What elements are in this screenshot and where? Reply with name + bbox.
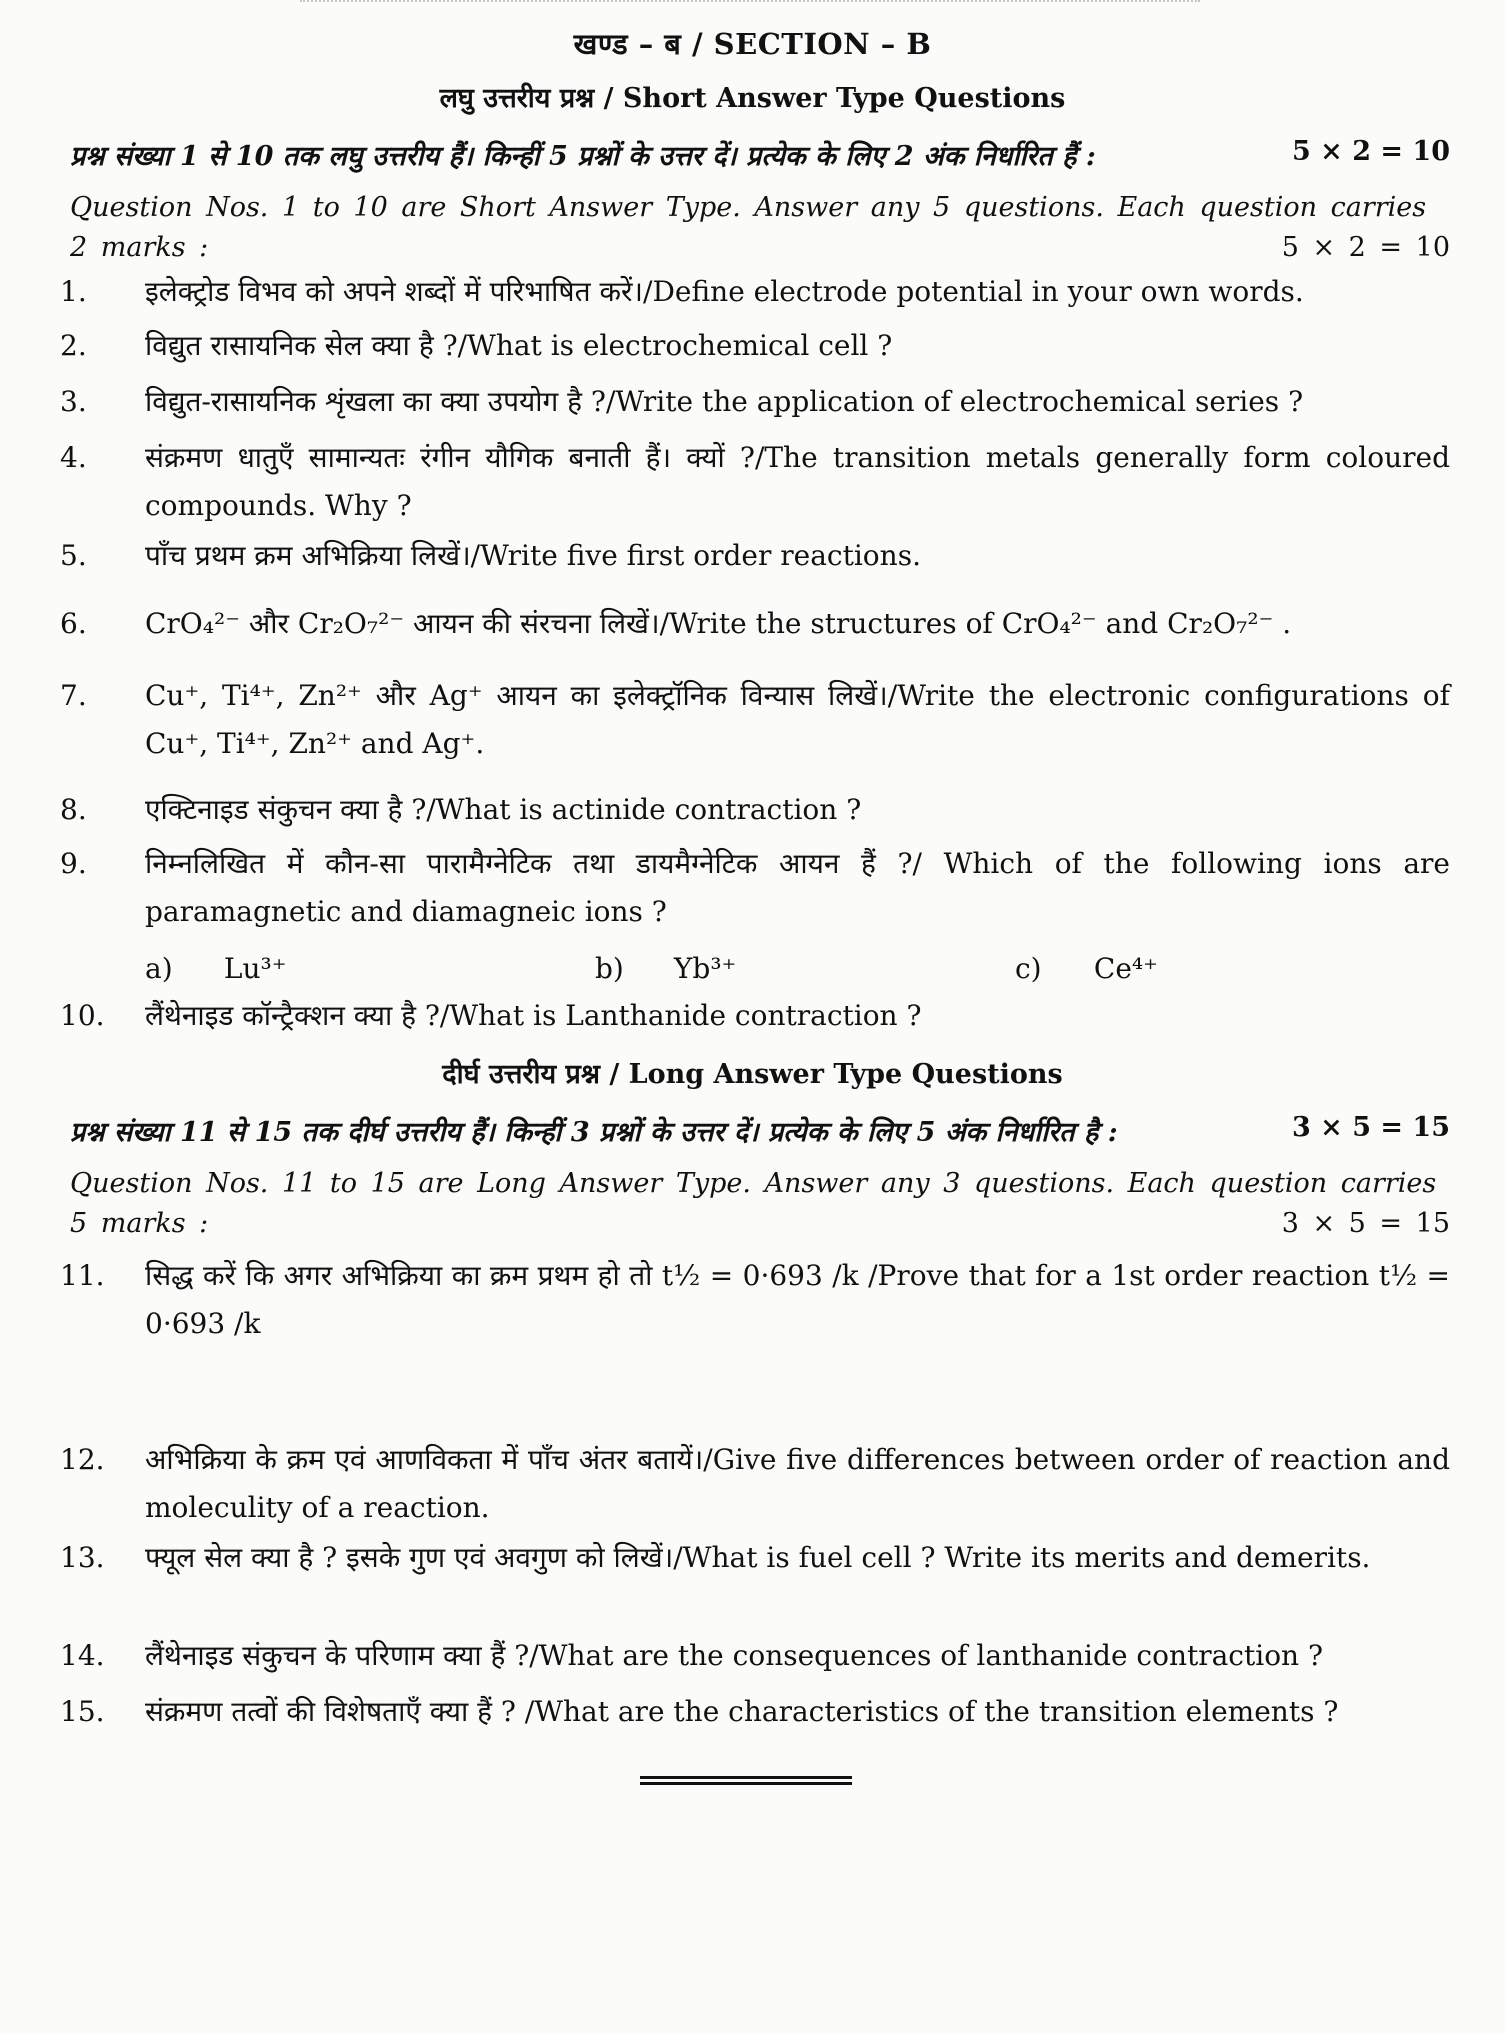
question-number: 2.	[60, 329, 87, 362]
question-text: एक्टिनाइड संकुचन क्या है ?/What is actinide contraction ?	[145, 793, 862, 826]
question-number: 8.	[60, 793, 87, 826]
question-text: अभिक्रिया के क्रम एवं आणविकता में पाँच अंतर बतायें।/Give five differences between order of reaction and moleculity of a reaction.	[145, 1443, 1450, 1524]
option-c	[1015, 952, 1158, 985]
option-value: Lu³⁺	[223, 952, 287, 985]
question-text: CrO₄²⁻ और Cr₂O₇²⁻ आयन की संरचना लिखें।/Write the structures of CrO₄²⁻ and Cr₂O₇²⁻ .	[145, 607, 1292, 640]
option-value: Yb³⁺	[673, 952, 737, 985]
question-text: लैंथेनाइड कॉन्ट्रैक्शन क्या है ?/What is Lanthanide contraction ?	[145, 999, 922, 1032]
question-text: विद्युत-रासायनिक शृंखला का क्या उपयोग है ?/Write the application of electrochemical series ?	[145, 385, 1304, 418]
section-title: खण्ड – ब / SECTION – B	[573, 27, 932, 61]
option-b	[595, 952, 736, 985]
long-instructions-hindi-text: प्रश्न संख्या 11 से 15 तक दीर्घ उत्तरीय हैं। किन्हीं 3 प्रश्नों के उत्तर दें। प्रत्येक के लिए 5 अंक निर्धारित है :	[70, 1117, 1118, 1148]
long-marks: 3 × 5 = 15	[1292, 1112, 1450, 1143]
option-a	[145, 952, 287, 985]
short-answer-heading: लघु उत्तरीय प्रश्न / Short Answer Type Questions	[439, 83, 1066, 114]
question-number: 9.	[60, 847, 87, 880]
question-number: 3.	[60, 385, 87, 418]
question-text: विद्युत रासायनिक सेल क्या है ?/What is electrochemical cell ?	[145, 329, 893, 362]
short-instructions-hindi	[70, 136, 1450, 173]
question-number: 12.	[60, 1443, 105, 1476]
question-text: पाँच प्रथम क्रम अभिक्रिया लिखें।/Write five first order reactions.	[145, 539, 921, 572]
question-text: संक्रमण धातुएँ सामान्यतः रंगीन यौगिक बनाती हैं। क्यों ?/The transition metals generally form coloured compounds. Why ?	[145, 441, 1450, 522]
long-instructions-english	[70, 1164, 1450, 1244]
question-text: सिद्ध करें कि अगर अभिक्रिया का क्रम प्रथम हो तो t½ = 0·693 /k /Prove that for a 1st order reaction t½ = 0·693 /k	[145, 1259, 1450, 1340]
question-number: 14.	[60, 1639, 105, 1672]
question-9-options	[145, 952, 1345, 992]
option-value: Ce⁴⁺	[1093, 952, 1158, 985]
short-marks: 5 × 2 = 10	[1292, 136, 1450, 167]
question-number: 5.	[60, 539, 87, 572]
long-instructions-hindi	[70, 1112, 1450, 1149]
short-marks-english: 5 × 2 = 10	[1281, 232, 1450, 263]
question-text: संक्रमण तत्वों की विशेषताएँ क्या हैं ? /What are the characteristics of the transition elements ?	[145, 1695, 1339, 1728]
question-text: फ्यूल सेल क्या है ? इसके गुण एवं अवगुण को लिखें।/What is fuel cell ? Write its merits and demerits.	[145, 1541, 1371, 1574]
question-number: 7.	[60, 679, 87, 712]
short-instructions-hindi-text: प्रश्न संख्या 1 से 10 तक लघु उत्तरीय हैं। किन्हीं 5 प्रश्नों के उत्तर दें। प्रत्येक के लिए 2 अंक निर्धारित हैं :	[70, 141, 1096, 172]
long-answer-heading: दीर्घ उत्तरीय प्रश्न / Long Answer Type Questions	[442, 1059, 1063, 1090]
end-rule-top	[640, 1776, 852, 1779]
question-number: 15.	[60, 1695, 105, 1728]
question-number: 10.	[60, 999, 105, 1032]
long-instructions-english-text: Question Nos. 11 to 15 are Long Answer Type. Answer any 3 questions. Each question carries 5 marks :	[70, 1168, 1437, 1239]
question-number: 11.	[60, 1259, 105, 1292]
option-label: b)	[595, 952, 624, 985]
question-number: 6.	[60, 607, 87, 640]
short-instructions-english	[70, 188, 1450, 268]
question-number: 13.	[60, 1541, 105, 1574]
question-text: लैंथेनाइड संकुचन के परिणाम क्या हैं ?/What are the consequences of lanthanide contraction ?	[145, 1639, 1324, 1672]
option-label: c)	[1015, 952, 1042, 985]
question-number: 4.	[60, 441, 87, 474]
end-rule-bottom	[640, 1782, 852, 1785]
question-text: Cu⁺, Ti⁴⁺, Zn²⁺ और Ag⁺ आयन का इलेक्ट्रॉनिक विन्यास लिखें।/Write the electronic configurations of Cu⁺, Ti⁴⁺, Zn²⁺ and Ag⁺.	[145, 679, 1450, 760]
short-instructions-english-text: Question Nos. 1 to 10 are Short Answer Type. Answer any 5 questions. Each question carries 2 marks :	[70, 192, 1427, 263]
top-edge-artifact	[300, 0, 1200, 10]
long-marks-english: 3 × 5 = 15	[1281, 1208, 1450, 1239]
question-text: इलेक्ट्रोड विभव को अपने शब्दों में परिभाषित करें।/Define electrode potential in your own words.	[145, 275, 1304, 308]
question-text: निम्नलिखित में कौन-सा पारामैग्नेटिक तथा डायमैग्नेटिक आयन हैं ?/ Which of the following ions are paramagnetic and diamagneic ions ?	[145, 847, 1450, 928]
option-label: a)	[145, 952, 173, 985]
question-number: 1.	[60, 275, 87, 308]
